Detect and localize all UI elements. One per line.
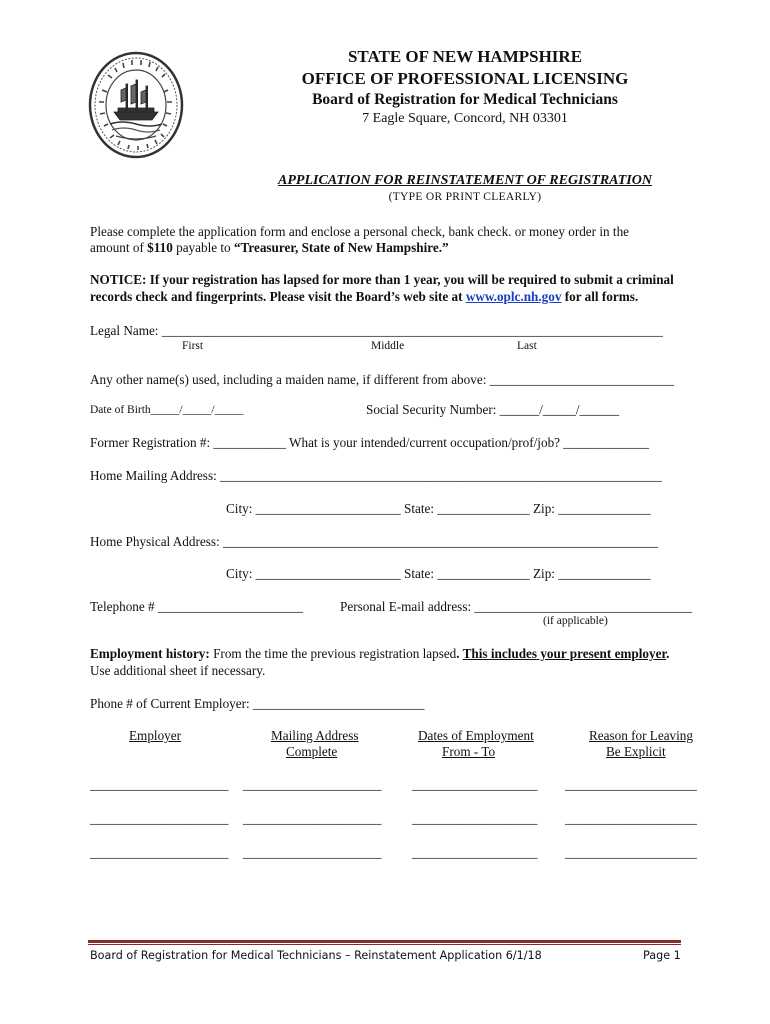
notice-line1: NOTICE: If your registration has lapsed for more than 1 year, you will be required to submit a criminal [90,272,674,287]
header-board: Board of Registration for Medical Technicians [312,91,618,108]
former-registration-field[interactable]: Former Registration #: ___________ What is your intended/current occupation/prof/job? _____________ [90,435,650,450]
form-title: APPLICATION FOR REINSTATEMENT OF REGISTRATION [278,173,652,188]
employment-history-heading: Employment history: From the time the previous registration lapsed. This includes your present employer. [90,646,670,661]
home-physical-address-field[interactable]: Home Physical Address: __________________________________________________________________ [90,534,659,549]
employment-row-2-employer[interactable]: _____________________ [90,811,229,826]
last-name-caption: Last [517,340,537,352]
employer-phone-field[interactable]: Phone # of Current Employer: __________________________ [90,696,425,711]
employment-row-2-reason[interactable]: ____________________ [565,811,697,826]
footer-rule [88,940,681,943]
header-state: STATE OF NEW HAMPSHIRE [347,47,583,66]
email-field[interactable]: Personal E-mail address: _________________________________ [340,599,692,614]
dates-column-header: Dates of Employment [418,728,534,743]
oplc-website-link[interactable]: www.oplc.nh.gov [465,289,562,304]
intro-line2: amount of $110 payable to “Treasurer, State of New Hampshire.” [90,240,449,255]
physical-city-state-zip-field[interactable]: City: ______________________ State: ______________ Zip: ______________ [226,566,651,581]
other-names-field[interactable]: Any other name(s) used, including a maiden name, if different from above: ____________________________ [90,372,675,387]
reason-column-header: Reason for Leaving [589,728,693,743]
employment-row-3-address[interactable]: _____________________ [243,845,382,860]
footer-text: Board of Registration for Medical Technicians – Reinstatement Application 6/1/18 [90,949,542,962]
form-subtitle: (TYPE OR PRINT CLEARLY) [388,191,542,203]
date-of-birth-field[interactable]: Date of Birth_____/_____/_____ [90,404,244,416]
header-office: OFFICE OF PROFESSIONAL LICENSING [301,69,629,88]
header-address: 7 Eagle Square, Concord, NH 03301 [362,111,568,126]
mailing-address-complete-caption: Complete [286,744,338,759]
employment-row-3-employer[interactable]: _____________________ [90,845,229,860]
legal-name-field[interactable]: Legal Name: ____________________________________________________________________________ [90,323,663,338]
dates-from-to-caption: From - To [442,744,496,759]
ssn-field[interactable]: Social Security Number: ______/_____/______ [366,402,620,417]
intro-line1: Please complete the application form and enclose a personal check, bank check. or money order in the [90,224,630,239]
employment-row-2-address[interactable]: _____________________ [243,811,382,826]
employment-row-3-reason[interactable]: ____________________ [565,845,697,860]
employment-row-3-dates[interactable]: ___________________ [412,845,538,860]
middle-name-caption: Middle [371,340,405,352]
telephone-field[interactable]: Telephone # ______________________ [90,599,303,614]
page-number: Page 1 [643,949,681,962]
state-seal-icon [88,50,184,160]
mailing-city-state-zip-field[interactable]: City: ______________________ State: ______________ Zip: ______________ [226,501,651,516]
employment-row-1-reason[interactable]: ____________________ [565,777,697,792]
home-mailing-address-field[interactable]: Home Mailing Address: ___________________________________________________________________ [90,468,662,483]
employment-additional-sheet-note: Use additional sheet if necessary. [90,663,266,678]
reason-explicit-caption: Be Explicit [606,744,666,759]
notice-line2: records check and fingerprints. Please visit the Board’s web site at www.oplc.nh.gov for all forms. [90,289,639,304]
employment-row-2-dates[interactable]: ___________________ [412,811,538,826]
mailing-address-column-header: Mailing Address [271,728,359,743]
employer-column-header: Employer [129,728,182,743]
employment-row-1-address[interactable]: _____________________ [243,777,382,792]
email-if-applicable-caption: (if applicable) [543,615,608,627]
employment-row-1-dates[interactable]: ___________________ [412,777,538,792]
footer-rule-thin [88,944,681,945]
employment-row-1-employer[interactable]: _____________________ [90,777,229,792]
first-name-caption: First [182,340,204,352]
